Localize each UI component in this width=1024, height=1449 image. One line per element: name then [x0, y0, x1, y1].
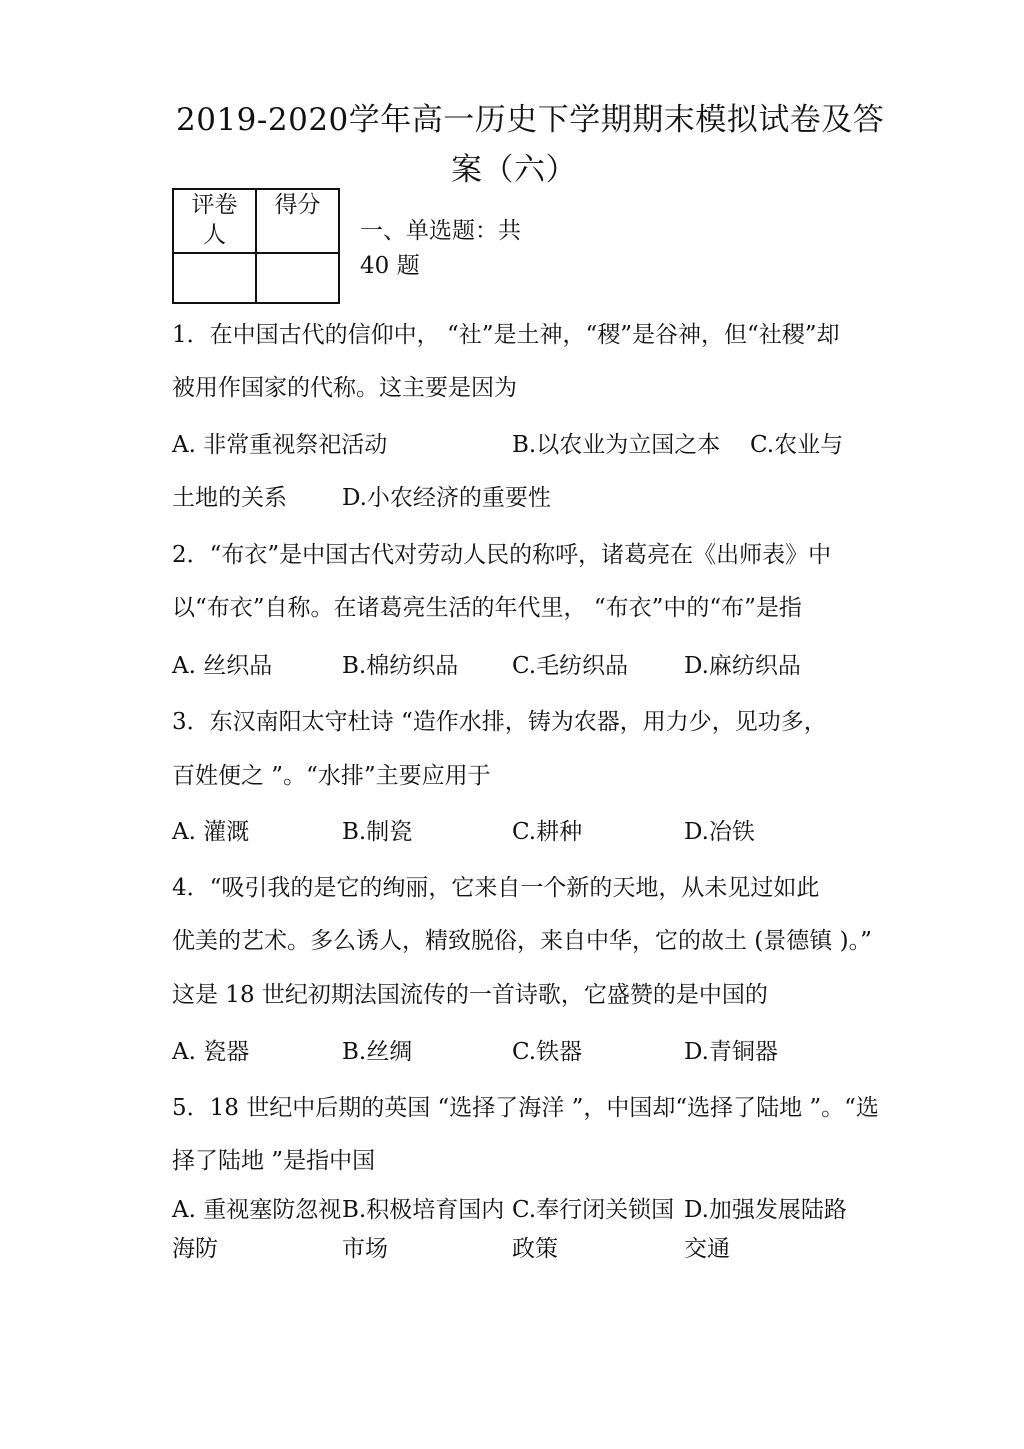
score-table	[172, 188, 340, 304]
question-2-line-1: 2．“布衣”是中国古代对劳动人民的称呼，诸葛亮在《出师表》中	[172, 542, 832, 568]
score-table-reviewer-header	[173, 189, 256, 253]
question-3-line-1: 3．东汉南阳太守杜诗 “造作水排，铸为农器，用力少，见功多，	[172, 709, 827, 735]
question-5-option-b: B.积极培育国内	[342, 1197, 505, 1223]
question-4-line-1: 4．“吸引我的是它的绚丽，它来自一个新的天地，从未见过如此	[172, 875, 820, 901]
question-4-option-a: A. 瓷器	[172, 1039, 250, 1065]
score-table-score-header: 得分	[256, 189, 339, 253]
question-1-line-2: 被用作国家的代称。这主要是因为	[172, 375, 517, 401]
question-4-option-c: C.铁器	[512, 1039, 583, 1065]
question-5-line-2: 择了陆地 ”是指中国	[172, 1148, 376, 1174]
question-5-option-a: A. 重视塞防忽视	[172, 1197, 342, 1223]
question-3-option-a: A. 灌溉	[172, 819, 250, 845]
doc-title-line1: 2019-2020学年高一历史下学期期末模拟试卷及答	[176, 102, 885, 138]
question-2-option-d: D.麻纺织品	[684, 653, 801, 679]
question-3-line-2: 百姓便之 ”。“水排”主要应用于	[172, 763, 491, 789]
question-5-option-b-cont: 市场	[342, 1236, 388, 1262]
question-1-option-a: A. 非常重视祭祀活动	[172, 432, 388, 458]
question-1-line-1: 1．在中国古代的信仰中， “社”是土神，“稷”是谷神，但“社稷”却	[172, 322, 840, 348]
score-table-reviewer-cell[interactable]	[173, 253, 256, 303]
score-table-score-cell[interactable]	[256, 253, 339, 303]
doc-title-line2: 案（六）	[451, 152, 577, 188]
section-heading-line2: 40 题	[360, 253, 420, 279]
question-2-line-2: 以“布衣”自称。在诸葛亮生活的年代里， “布衣”中的“布”是指	[172, 595, 802, 621]
question-4-option-b: B.丝绸	[342, 1039, 413, 1065]
question-5-option-a-cont: 海防	[172, 1236, 218, 1262]
question-5-line-1: 5．18 世纪中后期的英国 “选择了海洋 ”，中国却“选择了陆地 ”。“选	[172, 1095, 879, 1121]
question-1-option-c-cont: 土地的关系	[172, 485, 287, 511]
question-3-option-c: C.耕种	[512, 819, 583, 845]
question-5-option-c-cont: 政策	[512, 1236, 558, 1262]
score-table-reviewer-line1: 评卷	[191, 192, 238, 218]
score-table-reviewer-line2: 人	[203, 222, 226, 248]
question-4-option-d: D.青铜器	[684, 1039, 778, 1065]
question-1-option-c: C.农业与	[750, 432, 844, 458]
question-2-option-b: B.棉纺织品	[342, 653, 459, 679]
question-5-option-c: C.奉行闭关锁国	[512, 1197, 675, 1223]
question-2-option-a: A. 丝织品	[172, 653, 273, 679]
question-1-option-d: D.小农经济的重要性	[342, 485, 551, 511]
question-5-option-d: D.加强发展陆路	[684, 1197, 847, 1223]
question-4-line-2: 优美的艺术。多么诱人，精致脱俗，来自中华，它的故土 (景德镇 )。”	[172, 928, 872, 954]
question-2-option-c: C.毛纺织品	[512, 653, 629, 679]
question-1-option-b: B.以农业为立国之本	[512, 432, 721, 458]
question-3-option-b: B.制瓷	[342, 819, 413, 845]
section-heading-line1: 一、单选题：共	[360, 218, 521, 244]
question-5-option-d-cont: 交通	[684, 1236, 730, 1262]
question-4-line-3: 这是 18 世纪初期法国流传的一首诗歌，它盛赞的是中国的	[172, 982, 768, 1008]
question-3-option-d: D.冶铁	[684, 819, 755, 845]
